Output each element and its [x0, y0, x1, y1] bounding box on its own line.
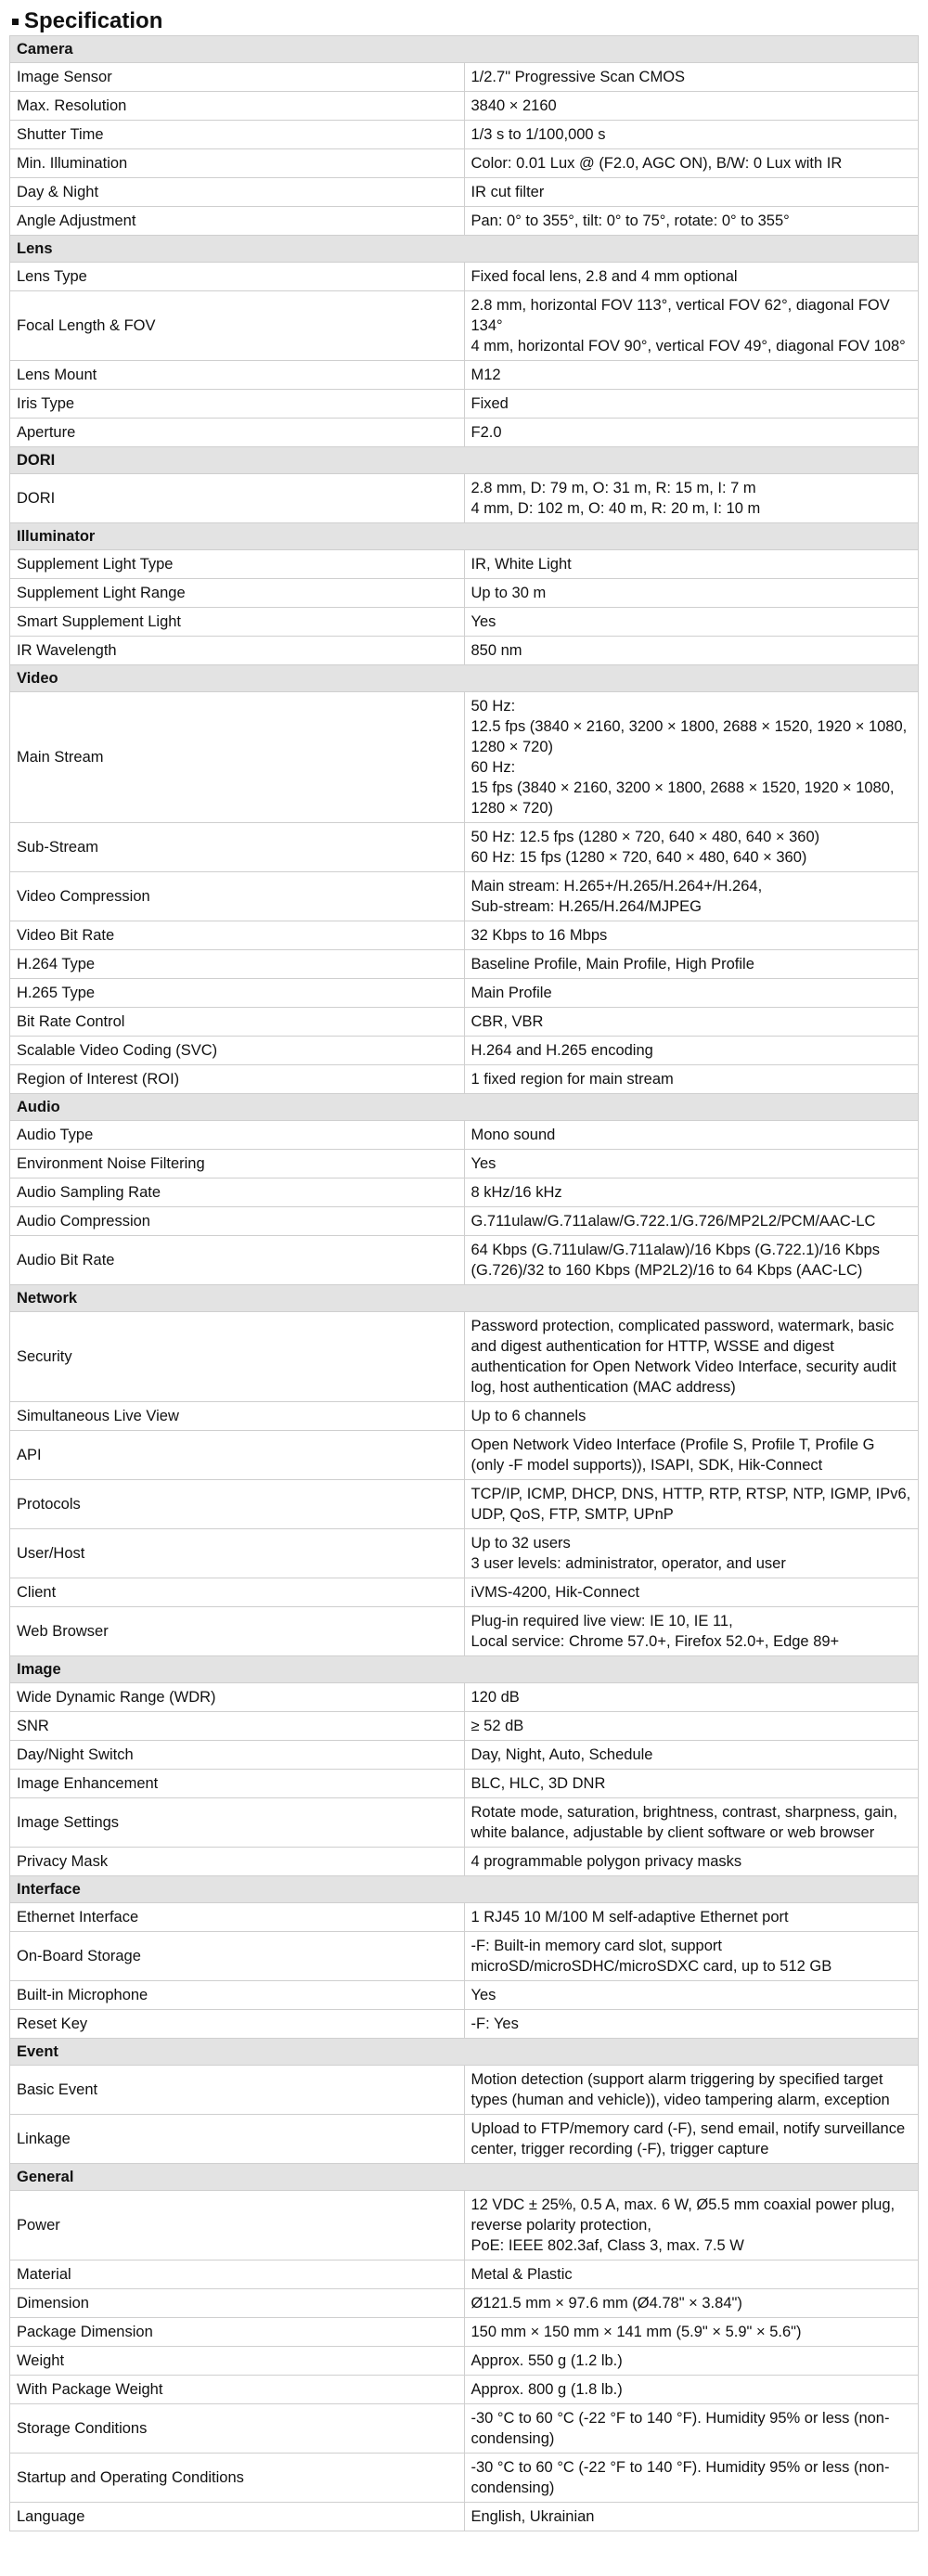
spec-row	[10, 2191, 919, 2260]
spec-value: Rotate mode, saturation, brightness, contrast, sharpness, gain, white balance, adjustable by client software or web browser	[464, 1798, 919, 1848]
section-header	[10, 665, 919, 692]
spec-label: Built-in Microphone	[10, 1981, 465, 2010]
spec-row	[10, 361, 919, 390]
spec-value: Metal & Plastic	[464, 2260, 919, 2289]
spec-value: Approx. 800 g (1.8 lb.)	[464, 2376, 919, 2404]
spec-row	[10, 2289, 919, 2318]
spec-row	[10, 1683, 919, 1712]
spec-value: 120 dB	[464, 1683, 919, 1712]
spec-value: Day, Night, Auto, Schedule	[464, 1741, 919, 1770]
spec-value: 64 Kbps (G.711ulaw/G.711alaw)/16 Kbps (G.722.1)/16 Kbps (G.726)/32 to 160 Kbps (MP2L2)/16 to 64 Kbps (AAC-LC)	[464, 1236, 919, 1285]
section-header	[10, 2039, 919, 2066]
spec-value: 1/2.7" Progressive Scan CMOS	[464, 63, 919, 92]
spec-value: IR, White Light	[464, 550, 919, 579]
spec-value: Open Network Video Interface (Profile S, Profile T, Profile G (only -F model supports)), ISAPI, SDK, Hik-Connect	[464, 1431, 919, 1480]
spec-row	[10, 1037, 919, 1065]
spec-row	[10, 2347, 919, 2376]
section-title: Illuminator	[10, 523, 919, 550]
spec-label: Environment Noise Filtering	[10, 1150, 465, 1179]
spec-row	[10, 872, 919, 921]
spec-label: Material	[10, 2260, 465, 2289]
spec-value: Upload to FTP/memory card (-F), send email, notify surveillance center, trigger recording (-F), trigger capture	[464, 2115, 919, 2164]
spec-label: Client	[10, 1578, 465, 1607]
spec-label: API	[10, 1431, 465, 1480]
section-title: Interface	[10, 1876, 919, 1903]
section-header	[10, 447, 919, 474]
spec-row	[10, 1903, 919, 1932]
spec-label: Reset Key	[10, 2010, 465, 2039]
spec-row	[10, 2115, 919, 2164]
spec-label: Web Browser	[10, 1607, 465, 1656]
spec-row	[10, 92, 919, 121]
spec-label: SNR	[10, 1712, 465, 1741]
spec-value: G.711ulaw/G.711alaw/G.722.1/G.726/MP2L2/PCM/AAC-LC	[464, 1207, 919, 1236]
spec-value: -30 °C to 60 °C (-22 °F to 140 °F). Humidity 95% or less (non-condensing)	[464, 2454, 919, 2503]
spec-value: 3840 × 2160	[464, 92, 919, 121]
spec-value: Main Profile	[464, 979, 919, 1008]
spec-value: 1 fixed region for main stream	[464, 1065, 919, 1094]
section-title: Event	[10, 2039, 919, 2066]
spec-value: Color: 0.01 Lux @ (F2.0, AGC ON), B/W: 0 Lux with IR	[464, 149, 919, 178]
spec-label: Audio Sampling Rate	[10, 1179, 465, 1207]
spec-value: Pan: 0° to 355°, tilt: 0° to 75°, rotate: 0° to 355°	[464, 207, 919, 236]
spec-value: Motion detection (support alarm triggering by specified target types (human and vehicle)), video tampering alarm, exception	[464, 2066, 919, 2115]
spec-row	[10, 1848, 919, 1876]
spec-row	[10, 608, 919, 637]
spec-row	[10, 979, 919, 1008]
spec-label: Aperture	[10, 419, 465, 447]
spec-row	[10, 1065, 919, 1094]
spec-label: User/Host	[10, 1529, 465, 1578]
section-title: General	[10, 2164, 919, 2191]
spec-label: Wide Dynamic Range (WDR)	[10, 1683, 465, 1712]
spec-row	[10, 121, 919, 149]
spec-value: Ø121.5 mm × 97.6 mm (Ø4.78" × 3.84")	[464, 2289, 919, 2318]
spec-value: 8 kHz/16 kHz	[464, 1179, 919, 1207]
spec-value: Fixed focal lens, 2.8 and 4 mm optional	[464, 263, 919, 291]
spec-value: Baseline Profile, Main Profile, High Profile	[464, 950, 919, 979]
section-title: Lens	[10, 236, 919, 263]
section-title: Audio	[10, 1094, 919, 1121]
spec-label: Video Compression	[10, 872, 465, 921]
spec-row	[10, 1798, 919, 1848]
spec-label: Audio Type	[10, 1121, 465, 1150]
spec-row	[10, 1607, 919, 1656]
spec-value: ≥ 52 dB	[464, 1712, 919, 1741]
spec-value: H.264 and H.265 encoding	[464, 1037, 919, 1065]
spec-label: Lens Type	[10, 263, 465, 291]
spec-row	[10, 1770, 919, 1798]
spec-value: 850 nm	[464, 637, 919, 665]
spec-value: 50 Hz: 12.5 fps (3840 × 2160, 3200 × 1800, 2688 × 1520, 1920 × 1080, 1280 × 720) 60 Hz: 15 fps (3840 × 2160, 3200 × 1800, 2688 × 1520, 1920 × 1080, 1280 × 720)	[464, 692, 919, 823]
spec-label: Angle Adjustment	[10, 207, 465, 236]
spec-value: CBR, VBR	[464, 1008, 919, 1037]
spec-value: Mono sound	[464, 1121, 919, 1150]
spec-label: Language	[10, 2503, 465, 2531]
spec-label: Startup and Operating Conditions	[10, 2454, 465, 2503]
section-header	[10, 1656, 919, 1683]
spec-label: Basic Event	[10, 2066, 465, 2115]
spec-value: Yes	[464, 1150, 919, 1179]
spec-label: Weight	[10, 2347, 465, 2376]
spec-value: Up to 32 users 3 user levels: administrator, operator, and user	[464, 1529, 919, 1578]
spec-label: Smart Supplement Light	[10, 608, 465, 637]
spec-row	[10, 2454, 919, 2503]
spec-row	[10, 1179, 919, 1207]
section-title: Network	[10, 1285, 919, 1312]
spec-label: Image Sensor	[10, 63, 465, 92]
spec-row	[10, 207, 919, 236]
spec-row	[10, 149, 919, 178]
spec-label: IR Wavelength	[10, 637, 465, 665]
spec-label: On-Board Storage	[10, 1932, 465, 1981]
spec-value: 150 mm × 150 mm × 141 mm (5.9" × 5.9" × 5.6")	[464, 2318, 919, 2347]
title-row	[9, 7, 919, 35]
spec-label: Day/Night Switch	[10, 1741, 465, 1770]
spec-row	[10, 550, 919, 579]
spec-value: Yes	[464, 608, 919, 637]
spec-value: IR cut filter	[464, 178, 919, 207]
spec-row	[10, 1402, 919, 1431]
spec-value: Yes	[464, 1981, 919, 2010]
spec-value: Main stream: H.265+/H.265/H.264+/H.264, Sub-stream: H.265/H.264/MJPEG	[464, 872, 919, 921]
spec-label: Dimension	[10, 2289, 465, 2318]
spec-value: BLC, HLC, 3D DNR	[464, 1770, 919, 1798]
spec-row	[10, 1207, 919, 1236]
spec-label: DORI	[10, 474, 465, 523]
section-title: Camera	[10, 36, 919, 63]
spec-value: 32 Kbps to 16 Mbps	[464, 921, 919, 950]
spec-label: Shutter Time	[10, 121, 465, 149]
spec-value: TCP/IP, ICMP, DHCP, DNS, HTTP, RTP, RTSP, NTP, IGMP, IPv6, UDP, QoS, FTP, SMTP, UPnP	[464, 1480, 919, 1529]
spec-row	[10, 2503, 919, 2531]
spec-row	[10, 921, 919, 950]
spec-label: Simultaneous Live View	[10, 1402, 465, 1431]
spec-row	[10, 1236, 919, 1285]
spec-row	[10, 178, 919, 207]
spec-label: Max. Resolution	[10, 92, 465, 121]
section-header	[10, 523, 919, 550]
spec-row	[10, 2318, 919, 2347]
spec-label: Package Dimension	[10, 2318, 465, 2347]
spec-label: Linkage	[10, 2115, 465, 2164]
spec-value: 2.8 mm, D: 79 m, O: 31 m, R: 15 m, I: 7 m 4 mm, D: 102 m, O: 40 m, R: 20 m, I: 10 m	[464, 474, 919, 523]
spec-value: Plug-in required live view: IE 10, IE 11, Local service: Chrome 57.0+, Firefox 52.0+, Edge 89+	[464, 1607, 919, 1656]
spec-row	[10, 823, 919, 872]
spec-label: Image Enhancement	[10, 1770, 465, 1798]
spec-label: H.264 Type	[10, 950, 465, 979]
spec-label: Min. Illumination	[10, 149, 465, 178]
spec-row	[10, 637, 919, 665]
spec-row	[10, 2010, 919, 2039]
section-header	[10, 36, 919, 63]
spec-label: Security	[10, 1312, 465, 1402]
spec-row	[10, 1008, 919, 1037]
spec-row	[10, 2376, 919, 2404]
page-title: Specification	[24, 8, 163, 33]
spec-row	[10, 2404, 919, 2454]
spec-row	[10, 1578, 919, 1607]
spec-value: Up to 30 m	[464, 579, 919, 608]
spec-row	[10, 950, 919, 979]
section-header	[10, 1285, 919, 1312]
spec-label: Scalable Video Coding (SVC)	[10, 1037, 465, 1065]
spec-page	[9, 7, 919, 2531]
spec-row	[10, 1121, 919, 1150]
spec-row	[10, 2066, 919, 2115]
spec-value: 1 RJ45 10 M/100 M self-adaptive Ethernet port	[464, 1903, 919, 1932]
spec-table	[9, 35, 919, 2531]
spec-value: Fixed	[464, 390, 919, 419]
section-title: Image	[10, 1656, 919, 1683]
spec-label: Lens Mount	[10, 361, 465, 390]
spec-label: Iris Type	[10, 390, 465, 419]
spec-label: Protocols	[10, 1480, 465, 1529]
spec-value: 50 Hz: 12.5 fps (1280 × 720, 640 × 480, 640 × 360) 60 Hz: 15 fps (1280 × 720, 640 × 480, 640 × 360)	[464, 823, 919, 872]
spec-row	[10, 579, 919, 608]
spec-value: -30 °C to 60 °C (-22 °F to 140 °F). Humidity 95% or less (non-condensing)	[464, 2404, 919, 2454]
spec-label: Region of Interest (ROI)	[10, 1065, 465, 1094]
spec-row	[10, 1150, 919, 1179]
spec-value: Password protection, complicated password, watermark, basic and digest authentication for HTTP, WSSE and digest authentication for Open Network Video Interface, security audit log, host authentication (MAC address)	[464, 1312, 919, 1402]
spec-row	[10, 63, 919, 92]
spec-value: -F: Yes	[464, 2010, 919, 2039]
section-header	[10, 1876, 919, 1903]
spec-label: Main Stream	[10, 692, 465, 823]
section-header	[10, 1094, 919, 1121]
spec-label: Supplement Light Type	[10, 550, 465, 579]
spec-row	[10, 1480, 919, 1529]
section-header	[10, 236, 919, 263]
spec-row	[10, 2260, 919, 2289]
spec-label: Image Settings	[10, 1798, 465, 1848]
spec-row	[10, 1431, 919, 1480]
spec-value: -F: Built-in memory card slot, support microSD/microSDHC/microSDXC card, up to 512 GB	[464, 1932, 919, 1981]
spec-label: Day & Night	[10, 178, 465, 207]
spec-value: 2.8 mm, horizontal FOV 113°, vertical FOV 62°, diagonal FOV 134° 4 mm, horizontal FOV 90°, vertical FOV 49°, diagonal FOV 108°	[464, 291, 919, 361]
spec-label: H.265 Type	[10, 979, 465, 1008]
spec-row	[10, 419, 919, 447]
section-title: DORI	[10, 447, 919, 474]
spec-row	[10, 1741, 919, 1770]
section-header	[10, 2164, 919, 2191]
spec-row	[10, 1312, 919, 1402]
spec-label: Video Bit Rate	[10, 921, 465, 950]
spec-value: F2.0	[464, 419, 919, 447]
spec-label: Privacy Mask	[10, 1848, 465, 1876]
spec-label: Supplement Light Range	[10, 579, 465, 608]
spec-row	[10, 263, 919, 291]
bullet-icon	[12, 19, 19, 25]
spec-label: Focal Length & FOV	[10, 291, 465, 361]
spec-value: iVMS-4200, Hik-Connect	[464, 1578, 919, 1607]
spec-row	[10, 1529, 919, 1578]
spec-value: 4 programmable polygon privacy masks	[464, 1848, 919, 1876]
spec-value: English, Ukrainian	[464, 2503, 919, 2531]
spec-value: Up to 6 channels	[464, 1402, 919, 1431]
section-title: Video	[10, 665, 919, 692]
spec-value: M12	[464, 361, 919, 390]
spec-row	[10, 1712, 919, 1741]
spec-label: Ethernet Interface	[10, 1903, 465, 1932]
spec-row	[10, 1932, 919, 1981]
spec-label: Power	[10, 2191, 465, 2260]
spec-value: Approx. 550 g (1.2 lb.)	[464, 2347, 919, 2376]
spec-label: Audio Bit Rate	[10, 1236, 465, 1285]
spec-value: 12 VDC ± 25%, 0.5 A, max. 6 W, Ø5.5 mm coaxial power plug, reverse polarity protection, PoE: IEEE 802.3af, Class 3, max. 7.5 W	[464, 2191, 919, 2260]
spec-value: 1/3 s to 1/100,000 s	[464, 121, 919, 149]
spec-label: Bit Rate Control	[10, 1008, 465, 1037]
spec-label: Storage Conditions	[10, 2404, 465, 2454]
spec-row	[10, 390, 919, 419]
spec-label: With Package Weight	[10, 2376, 465, 2404]
spec-row	[10, 474, 919, 523]
spec-label: Sub-Stream	[10, 823, 465, 872]
spec-row	[10, 692, 919, 823]
spec-row	[10, 291, 919, 361]
spec-label: Audio Compression	[10, 1207, 465, 1236]
spec-row	[10, 1981, 919, 2010]
